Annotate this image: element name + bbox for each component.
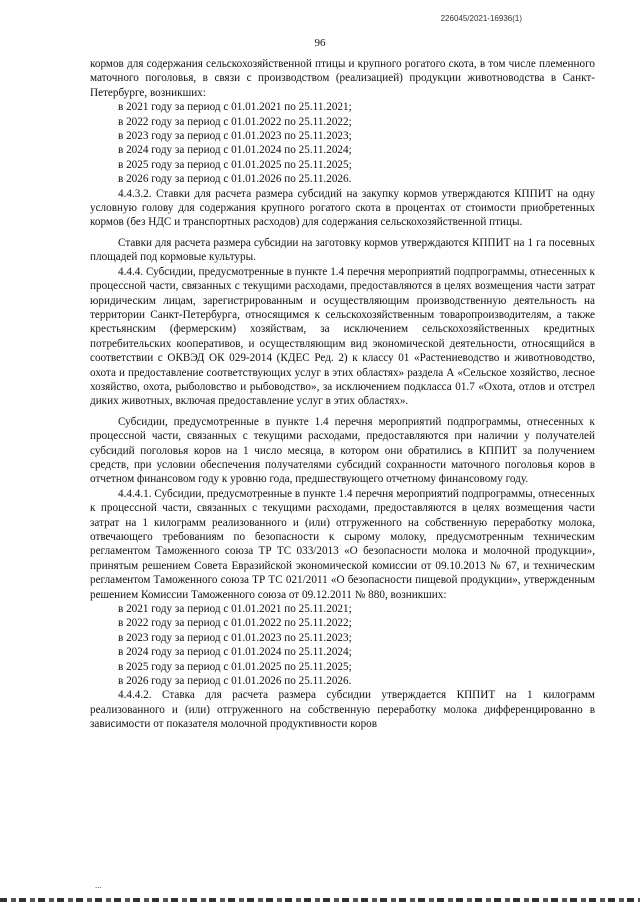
paragraph-4-4-4-2: 4.4.4.2. Ставка для расчета размера субсидии утверждается КППИТ на 1 килограмм реализованного и (или) отгруженного на собственную переработку молока дифференцированно в зависимости от показателя молочной продуктивности коров — [90, 689, 595, 731]
list-item: в 2025 году за период с 01.01.2025 по 25.11.2025; — [118, 158, 352, 171]
list-item: в 2024 году за период с 01.01.2024 по 25.11.2024; — [118, 144, 352, 157]
scan-edge-bar — [0, 898, 640, 902]
footer-mark: ... — [95, 880, 102, 890]
document-body — [90, 57, 595, 732]
page-number: 96 — [314, 37, 326, 49]
paragraph-subsidy-conditions: Субсидии, предусмотренные в пункте 1.4 перечня мероприятий подпрограммы, отнесенных к процессной части, связанных с текущими расходами, предоставляются при наличии у получателей субсидий поголовья коров на 1 число месяца, в котором они обратились в КППИТ за получением средств, при условии обеспечения получателями субсидий сохранности маточного поголовья коров в отчетном финансовом году к уровню года, предшествующего отчетному финансовому году. — [90, 415, 595, 486]
list-item: в 2021 году за период с 01.01.2021 по 25.11.2021; — [118, 603, 352, 616]
list-item: в 2024 году за период с 01.01.2024 по 25.11.2024; — [118, 646, 352, 659]
list-item: в 2023 году за период с 01.01.2023 по 25.11.2023; — [118, 631, 352, 644]
period-list-1 — [90, 100, 595, 186]
list-item: в 2022 году за период с 01.01.2022 по 25.11.2022; — [118, 617, 352, 630]
paragraph-4-4-3-2: 4.4.3.2. Ставки для расчета размера субсидий на закупку кормов утверждаются КППИТ на одну условную голову для содержания крупного рогатого скота в процентах от стоимости приобретенных кормов (без НДС и транспортных расходов) для содержания сельскохозяйственной птицы. — [90, 187, 595, 229]
list-item: в 2026 году за период с 01.01.2026 по 25.11.2026. — [118, 675, 352, 688]
list-item: в 2023 году за период с 01.01.2023 по 25.11.2023; — [118, 130, 352, 143]
list-item: в 2021 году за период с 01.01.2021 по 25.11.2021; — [118, 101, 352, 114]
list-item: в 2022 году за период с 01.01.2022 по 25.11.2022; — [118, 115, 352, 128]
paragraph-4-4-4: 4.4.4. Субсидии, предусмотренные в пункте 1.4 перечня мероприятий подпрограммы, отнесенных к процессной части, связанных с текущими расходами, предоставляются в целях возмещения части затрат юридическим лицам, зарегистрированным и осуществляющим производственную деятельность на территории Санкт-Петербурга, относящимся к сельскохозяйственным товаропроизводителям, а также крестьянским (фермерским) хозяйствам, за исключением сельскохозяйственных кредитных потребительских кооперативов, и осуществляющим вид экономической деятельности, относящийся в соответствии с ОКВЭД ОК 029-2014 (КДЕС Ред. 2) к классу 01 «Растениеводство и животноводство, охота и предоставление соответствующих услуг в этих областях» раздела А «Сельское хозяйство, лесное хозяйство, охота, рыболовство и рыбоводство», за исключением подкласса 01.7 «Охота, отлов и отстрел диких животных, включая предоставление услуг в этих областях». — [90, 265, 595, 408]
list-item: в 2025 году за период с 01.01.2025 по 25.11.2025; — [118, 660, 352, 673]
document-id: 226045/2021-16936(1) — [440, 14, 522, 23]
paragraph-continued: кормов для содержания сельскохозяйственной птицы и крупного рогатого скота, в том числе племенного маточного поголовья, в связи с производством (реализацией) продукции животноводства в Санкт-Петербурге, возникших: — [90, 58, 595, 99]
paragraph-harvest-rates: Ставки для расчета размера субсидии на заготовку кормов утверждаются КППИТ на 1 га посевных площадей под кормовые культуры. — [90, 236, 595, 264]
list-item: в 2026 году за период с 01.01.2026 по 25.11.2026. — [118, 173, 352, 186]
period-list-2 — [90, 602, 595, 688]
paragraph-4-4-4-1: 4.4.4.1. Субсидии, предусмотренные в пункте 1.4 перечня мероприятий подпрограммы, отнесенных к процессной части, связанных с текущими расходами, предоставляются в целях возмещения части затрат на 1 килограмм реализованного и (или) отгруженного на собственную переработку молока, отвечающего требованиям по безопасности к сырому молоку, предусмотренным техническим регламентом Таможенного союза ТР ТС 033/2013 «О безопасности молока и молочной продукции», принятым решением Совета Евразийской экономической комиссии от 09.10.2013 № 67, и техническим регламентом Таможенного союза ТР ТС 021/2011 «О безопасности пищевой продукции», утвержденным решением Комиссии Таможенного союза от 09.12.2011 № 880, возникших: — [90, 487, 595, 601]
